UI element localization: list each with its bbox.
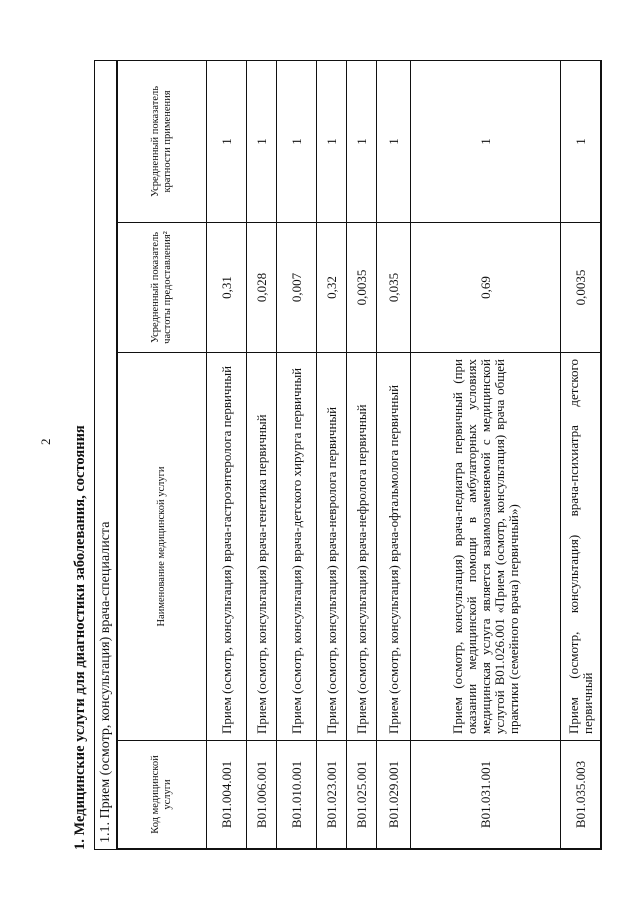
subsection-title: 1.1. Прием (осмотр, консультация) врача-специалиста (95, 61, 117, 849)
table-row (277, 61, 317, 849)
services-table-frame (94, 60, 602, 850)
frequency-cell: 0,69 (411, 223, 561, 353)
table-row (561, 61, 601, 849)
service-name-cell: Прием (осмотр, консультация) врача-генетика первичный (247, 353, 277, 741)
code-cell: B01.006.001 (247, 741, 277, 849)
multiplicity-cell: 1 (377, 61, 411, 223)
table-row (411, 61, 561, 849)
service-name-cell: Прием (осмотр, консультация) врача-невролога первичный (317, 353, 347, 741)
service-name-cell: Прием (осмотр, консультация) врача-гастроэнтеролога первичный (207, 353, 247, 741)
code-cell: B01.035.003 (561, 741, 601, 849)
multiplicity-cell: 1 (207, 61, 247, 223)
frequency-cell: 0,035 (377, 223, 411, 353)
multiplicity-cell: 1 (247, 61, 277, 223)
table-row (347, 61, 377, 849)
service-name-cell: Прием (осмотр, консультация) врача-детского хирурга первичный (277, 353, 317, 741)
multiplicity-cell: 1 (561, 61, 601, 223)
section-title: 1. Медицинские услуги для диагностики заболевания, состояния (72, 425, 88, 850)
multiplicity-cell: 1 (411, 61, 561, 223)
header-frequency: Усредненный показатель частоты предоставления² (118, 223, 207, 353)
rotated-document-body (70, 60, 635, 850)
code-cell: B01.029.001 (377, 741, 411, 849)
service-name-cell: Прием (осмотр, консультация) врача-нефролога первичный (347, 353, 377, 741)
table-body (207, 61, 601, 849)
table-row (317, 61, 347, 849)
code-cell: B01.031.001 (411, 741, 561, 849)
services-table (117, 60, 601, 849)
page-number: 2 (38, 438, 53, 445)
code-cell: B01.023.001 (317, 741, 347, 849)
frequency-cell: 0,028 (247, 223, 277, 353)
service-name-cell: Прием (осмотр, консультация) врача-офтальмолога первичный (377, 353, 411, 741)
frequency-cell: 0,32 (317, 223, 347, 353)
table-row (247, 61, 277, 849)
frequency-cell: 0,0035 (561, 223, 601, 353)
code-cell: B01.010.001 (277, 741, 317, 849)
multiplicity-cell: 1 (277, 61, 317, 223)
header-name: Наименование медицинской услуги (118, 353, 207, 741)
frequency-cell: 0,007 (277, 223, 317, 353)
frequency-cell: 0,0035 (347, 223, 377, 353)
multiplicity-cell: 1 (347, 61, 377, 223)
code-cell: B01.025.001 (347, 741, 377, 849)
service-name-cell: Прием (осмотр, консультация) врача-педиатра первичный (при оказании медицинской помощи в амбулаторных условиях медицинская услуга является взаимозаменяемой с медицинской услугой B01.026.001 «Прием (осмотр, консультация) врача общей практики (семейного врача) первичный») (411, 353, 561, 741)
code-cell: B01.004.001 (207, 741, 247, 849)
header-multiplicity: Усредненный показатель кратности применения (118, 61, 207, 223)
multiplicity-cell: 1 (317, 61, 347, 223)
frequency-cell: 0,31 (207, 223, 247, 353)
table-header-row (118, 61, 207, 849)
header-code: Код медицинской услуги (118, 741, 207, 849)
table-row (207, 61, 247, 849)
table-row (377, 61, 411, 849)
service-name-cell: Прием (осмотр, консультация) врача-психиатра детского первичный (561, 353, 601, 741)
